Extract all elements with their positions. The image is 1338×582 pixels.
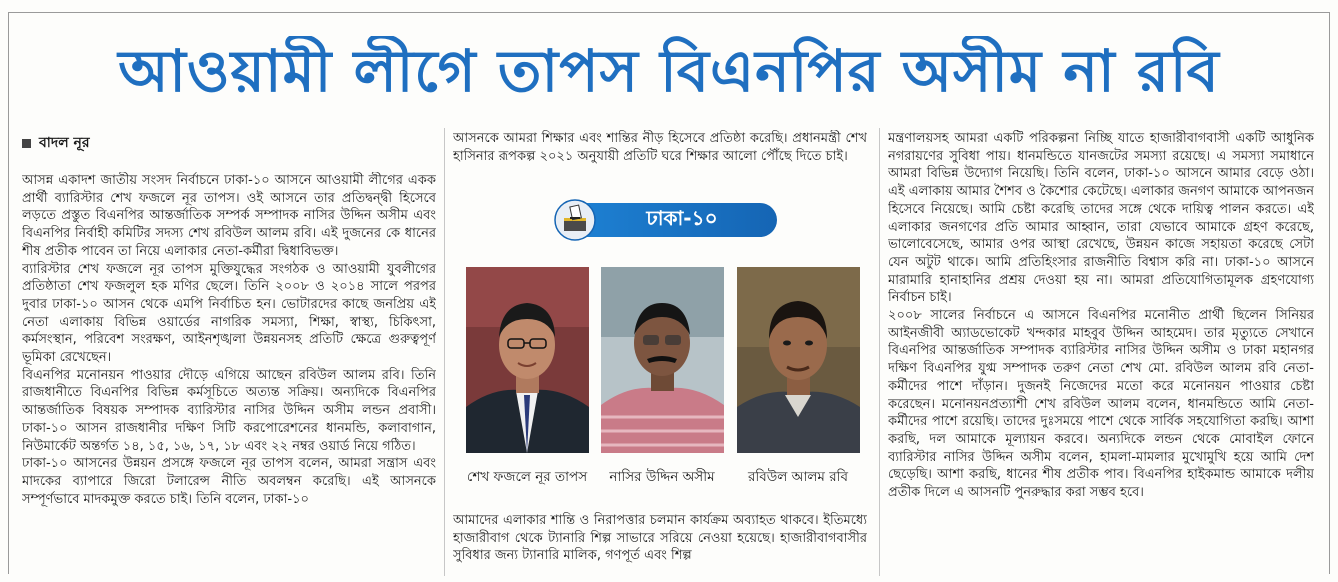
left-column bbox=[22, 172, 436, 576]
right-column bbox=[888, 130, 1314, 576]
middle-top-text bbox=[453, 130, 867, 192]
left-paragraph-3: বিএনপির মনোনয়ন পাওয়ার দৌড়ে এগিয়ে আছেন রবিউল আলম রবি। তিনি রাজধানীতে বিএনপির বিভিন্ন কর্মসূচিতে অত্যন্ত সক্রিয়। অন্যদিকে বিএনপির আন্তর্জাতিক বিষয়ক সম্পাদক ব্যারিস্টার নাসির উদ্দিন অসীম লন্ডন প্রবাসী। ঢাকা-১০ আসন রাজধানীর দক্ষিণ সিটি করপোরেশনের ধানমন্ডি, কলাবাগান, নিউমার্কেট অন্তর্গত ১৪, ১৫, ১৬, ১৭, ১৮ এবং ২২ নম্বর ওয়ার্ড নিয়ে গঠিত। bbox=[22, 367, 436, 454]
photo-taposh bbox=[466, 267, 589, 453]
caption-asim: নাসির উদ্দিন অসীম bbox=[609, 469, 715, 485]
byline bbox=[22, 131, 90, 155]
byline-author: বাদল নূর bbox=[39, 135, 90, 151]
caption-taposh: শেখ ফজলে নূর তাপস bbox=[466, 469, 588, 485]
right-paragraph-1: মন্ত্রণালয়সহ আমরা একটি পরিকল্পনা নিচ্ছি যাতে হাজারীবাগবাসী একটি আধুনিক নগরায়ণের সুবিধা পায়। ধানমন্ডিতে যানজটের সমস্যা রয়েছে। এ সমস্যা সমাধানে আমরা বিভিন্ন উদ্যোগ নিয়েছি। তিনি বলেন, ঢাকা-১০ আসনে আমার বেড়ে ওঠা। এই এলাকায় আমার শৈশব ও কৈশোর কেটেছে। এলাকার জনগণ আমাকে আপনজন হিসেবে নিয়েছে। আমি চেষ্টা করেছি তাদের সঙ্গে থেকে দায়িত্ব পালন করতে। এই এলাকার জনগণের প্রতি আমার আহ্বান, তারা যেভাবে আমাকে গ্রহণ করেছে, ভালোবেসেছে, আমার ওপর আস্থা রেখেছে, উন্নয়ন কাজে সহায়তা করেছে সেটা যেন অটুট থাকে। আমি প্রতিহিংসার রাজনীতি বিশ্বাস করি না। ঢাকা-১০ আসনে মারামারি হানাহানির প্রশ্রয় দেওয়া হয় না। আমরা প্রতিযোগিতামূলক গ্রহণযোগ্য নির্বাচন চাই। bbox=[888, 131, 1314, 306]
left-paragraph-1: আসন্ন একাদশ জাতীয় সংসদ নির্বাচনে ঢাকা-১০ আসনে আওয়ামী লীগের একক প্রার্থী ব্যারিস্টার শেখ ফজলে নূর তাপস। ওই আসনে তার প্রতিদ্বন্দ্বী হিসেবে লড়তে প্রস্তুত বিএনপির আন্তর্জাতিক সম্পর্ক সম্পাদক নাসির উদ্দিন অসীম এবং বিএনপির নির্বাহী কমিটির সদস্য শেখ রবিউল আলম রবি। এই দুজনের কে ধানের শীষ প্রতীক পাবেন তা নিয়ে এলাকার নেতা-কর্মীরা দ্বিধাবিভক্ত। bbox=[22, 173, 436, 259]
frame-top bbox=[8, 12, 1330, 13]
byline-bullet bbox=[22, 139, 31, 148]
right-paragraph-2: ২০০৮ সালের নির্বাচনে এ আসনে বিএনপির মনোনীত প্রার্থী ছিলেন সিনিয়র আইনজীবী অ্যাডভোকেট খন্দকার মাহবুব উদ্দিন আহমেদ। তার মৃত্যুতে সেখানে বিএনপির আন্তর্জাতিক সম্পাদক ব্যারিস্টার নাসির উদ্দিন অসীম ও ঢাকা মহানগর দক্ষিণ বিএনপির যুগ্ম সম্পাদক তরুণ নেতা শেখ মো. রবিউল আলম রবি নেতা-কর্মীদের পাশে দাঁড়ান। দুজনই নিজেদের মতো করে মনোনয়ন পাওয়ার চেষ্টা করেছেন। মনোনয়নপ্রত্যাশী শেখ রবিউল আলম বলেন, ধানমন্ডিতে আমি নেতা-কর্মীদের পাশে রয়েছি। তাদের দুঃসময়ে পাশে থেকে সার্বিক সহযোগিতা করছি। আশা করছি, দল আমাকে মূল্যায়ন করবে। অন্যদিকে লন্ডন থেকে মোবাইল ফোনে ব্যারিস্টার নাসির উদ্দিন অসীম বলেন, হামলা-মামলার মুখোমুখি হয়ে আমি দেশ ছেড়েছি। আশা করছি, ধানের শীষ প্রতীক পাব। বিএনপির হাইকমান্ড আমাকে দলীয় প্রতীক দিলে এ আসনটি পুনরুদ্ধার করা সম্ভব হবে। bbox=[888, 308, 1314, 501]
photo-robi bbox=[737, 267, 860, 453]
left-paragraph-4: ঢাকা-১০ আসনের উন্নয়ন প্রসঙ্গে ফজলে নূর তাপস বলেন, আমরা সন্ত্রাস এবং মাদকের ব্যাপারে জিরো টলারেন্স নীতি অবলম্বন করেছি। এই আসনকে সম্পূর্ণভাবে মাদকমুক্ত করতে চাই। তিনি বলেন, ঢাকা-১০ bbox=[22, 456, 436, 507]
left-paragraph-2: ব্যারিস্টার শেখ ফজলে নূর তাপস মুক্তিযুদ্ধের সংগঠক ও আওয়ামী যুবলীগের প্রতিষ্ঠাতা শেখ ফজলুল হক মণির ছেলে। তিনি ২০০৮ ও ২০১৪ সালে পরপর দুবার ঢাকা-১০ আসন থেকে এমপি নির্বাচিত হন। ভোটারদের কাছে জনপ্রিয় এই নেতা এলাকায় বিভিন্ন ওয়ার্ডের নাগরিক সমস্যা, শিক্ষা, স্বাস্থ্য, চিকিৎসা, কর্মসংস্থান, পরিবেশ সংরক্ষণ, আইনশৃঙ্খলা উন্নয়নসহ প্রতিটি ক্ষেত্রে গুরুত্বপূর্ণ ভূমিকা রেখেছেন। bbox=[22, 261, 436, 366]
frame-right bbox=[1329, 12, 1330, 574]
ballot-box-icon bbox=[553, 199, 597, 241]
middle-bottom-text bbox=[453, 512, 867, 576]
constituency-banner bbox=[553, 199, 777, 241]
banner-label: ঢাকা-১০ bbox=[646, 205, 718, 230]
column-rule-left bbox=[444, 128, 445, 576]
middle-top-paragraph: আসনকে আমরা শিক্ষার এবং শান্তির নীড় হিসেবে প্রতিষ্ঠা করেছি। প্রধানমন্ত্রী শেখ হাসিনার রূপকল্প ২০২১ অনুযায়ী প্রতিটি ঘরে শিক্ষার আলো পৌঁছে দিতে চাই। bbox=[453, 131, 867, 164]
column-rule-right bbox=[879, 128, 880, 576]
middle-bottom-paragraph: আমাদের এলাকার শান্তি ও নিরাপত্তার চলমান কার্যক্রম অব্যাহত থাকবে। ইতিমধ্যে হাজারীবাগ থেকে ট্যানারি শিল্প সাভারে সরিয়ে নেওয়া হয়েছে। হাজারীবাগবাসীর সুবিধার জন্য ট্যানারি মালিক, গণপূর্ত এবং শিল্প bbox=[453, 513, 867, 564]
headline: আওয়ামী লীগে তাপস বিএনপির অসীম না রবি bbox=[118, 36, 1220, 105]
photo-asim bbox=[601, 267, 724, 453]
caption-robi: রবিউল আলম রবি bbox=[747, 469, 849, 485]
frame-left bbox=[8, 12, 9, 574]
